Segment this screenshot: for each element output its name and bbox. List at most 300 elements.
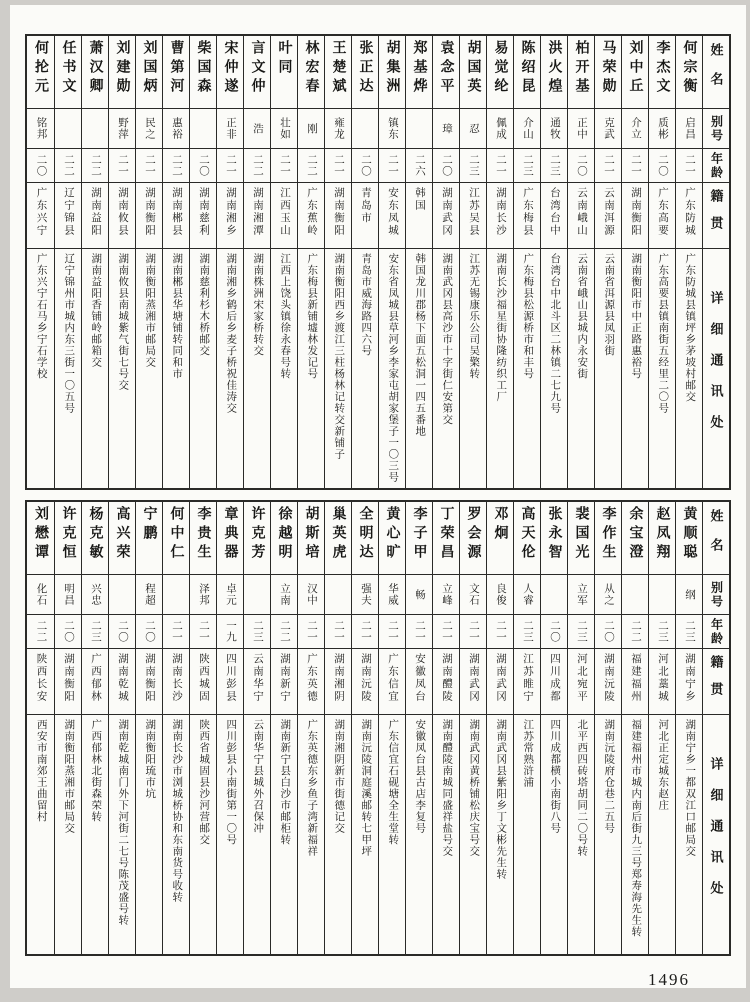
person-address: 湖南衡阳市中正路惠裕号 [630, 253, 642, 380]
name-cell [568, 36, 594, 108]
name-cell [460, 36, 486, 108]
directory-table-top [25, 34, 731, 490]
header-alias: 别号 [703, 574, 729, 614]
person-native-place: 湖南长沙 [171, 653, 182, 703]
person-alias: 介山 [522, 117, 533, 140]
header-age: 年龄 [703, 614, 729, 648]
person-address: 湖南乾城南门外下河街二七号陈茂盛号转 [117, 719, 129, 926]
age-cell [27, 148, 54, 182]
alias-cell [27, 108, 54, 148]
person-age: 二三 [252, 620, 263, 643]
person-native-place: 安东凤城 [387, 187, 398, 237]
person-address: 湖南衡阳蒸湘市邮局交 [63, 719, 75, 834]
native-place-cell [109, 182, 135, 248]
person-name: 罗会源 [465, 506, 481, 563]
person-alias: 明昌 [63, 583, 74, 606]
name-cell [163, 502, 189, 574]
person-age: 二一 [495, 154, 506, 177]
name-cell [271, 36, 297, 108]
native-place-cell [460, 648, 486, 714]
person-alias: 畅 [414, 588, 425, 601]
person-alias: 人睿 [522, 583, 533, 606]
alias-cell [676, 574, 702, 614]
age-cell [163, 614, 189, 648]
native-place-cell [244, 182, 270, 248]
person-native-place: 江苏睢宁 [522, 653, 533, 703]
person-name: 萧汉卿 [87, 40, 103, 97]
address-cell [406, 714, 432, 954]
name-cell [595, 502, 621, 574]
address-cell [541, 714, 567, 954]
person-alias: 惠裕 [171, 117, 182, 140]
native-place-cell [27, 182, 54, 248]
person-name: 曹第河 [168, 40, 184, 97]
age-cell [514, 614, 540, 648]
native-place-cell [190, 182, 216, 248]
person-column [675, 36, 702, 488]
person-age: 二〇 [144, 620, 155, 643]
person-column [540, 36, 567, 488]
person-age: 二〇 [117, 620, 128, 643]
person-name: 王楚斌 [330, 40, 346, 97]
name-cell [676, 36, 702, 108]
address-cell [109, 714, 135, 954]
person-name: 黄顺聪 [681, 506, 697, 563]
person-age: 二〇 [657, 154, 668, 177]
person-age: 二二 [630, 620, 641, 643]
person-name: 黄心旷 [384, 506, 400, 563]
person-native-place: 云南华宁 [252, 653, 263, 703]
person-column [351, 502, 378, 954]
address-cell [298, 248, 324, 488]
person-age: 二一 [225, 154, 236, 177]
person-address: 广西郁林北街森荣转 [90, 719, 102, 823]
age-cell [460, 614, 486, 648]
person-native-place: 云南峨山 [576, 187, 587, 237]
alias-cell [271, 108, 297, 148]
header-native-place: 籍贯 [703, 648, 729, 714]
name-cell [541, 36, 567, 108]
person-column [27, 36, 54, 488]
person-name: 任书文 [60, 40, 76, 97]
age-cell [379, 148, 405, 182]
person-native-place: 台湾台中 [549, 187, 560, 237]
name-cell [27, 502, 54, 574]
person-address: 辽宁锦州市城内东三街一〇五号 [63, 253, 75, 414]
native-place-cell [82, 182, 108, 248]
person-address: 湖南湘阴新市街德记交 [333, 719, 345, 834]
person-native-place: 湖南宁乡 [684, 653, 695, 703]
name-cell [298, 36, 324, 108]
person-address: 广东梅县松源桥市和丰号 [522, 253, 534, 380]
alias-cell [406, 108, 432, 148]
person-age: 二二 [279, 620, 290, 643]
native-place-cell [55, 182, 81, 248]
person-native-place: 广西郁林 [90, 653, 101, 703]
person-age: 二三 [90, 620, 101, 643]
address-cell [514, 714, 540, 954]
age-cell [190, 614, 216, 648]
person-native-place: 湖南沅陵 [603, 653, 614, 703]
person-column [243, 36, 270, 488]
person-name: 刘建勋 [114, 40, 130, 97]
alias-cell [595, 108, 621, 148]
address-cell [460, 248, 486, 488]
alias-cell [595, 574, 621, 614]
address-cell [109, 248, 135, 488]
age-cell [433, 614, 459, 648]
native-place-cell [217, 182, 243, 248]
alias-cell [27, 574, 54, 614]
person-age: 二〇 [63, 620, 74, 643]
age-cell [622, 614, 648, 648]
person-alias: 壮如 [279, 117, 290, 140]
person-column [216, 502, 243, 954]
name-cell [27, 36, 54, 108]
person-column [378, 502, 405, 954]
person-column [621, 36, 648, 488]
address-cell [541, 248, 567, 488]
name-cell [622, 502, 648, 574]
person-column [162, 36, 189, 488]
name-cell [622, 36, 648, 108]
alias-cell [676, 108, 702, 148]
age-cell [244, 614, 270, 648]
person-native-place: 四川彭县 [225, 653, 236, 703]
name-cell [244, 36, 270, 108]
alias-cell [541, 574, 567, 614]
person-name: 杨克敏 [87, 506, 103, 563]
person-name: 章典器 [222, 506, 238, 563]
name-cell [352, 502, 378, 574]
native-place-cell [244, 648, 270, 714]
address-cell [406, 248, 432, 488]
person-name: 柴国森 [195, 40, 211, 97]
person-column [54, 502, 81, 954]
person-age: 二一 [360, 620, 371, 643]
person-name: 李杰文 [654, 40, 670, 97]
alias-cell [55, 108, 81, 148]
person-age: 二三 [468, 154, 479, 177]
person-column [567, 502, 594, 954]
person-alias: 华威 [387, 583, 398, 606]
name-cell [325, 502, 351, 574]
person-age: 一九 [225, 620, 236, 643]
name-cell [568, 502, 594, 574]
person-address: 安东省凤城县草河乡李家屯胡家堡子一〇三号 [387, 253, 399, 483]
native-place-cell [514, 648, 540, 714]
person-age: 二一 [387, 154, 398, 177]
person-native-place: 湖南湘乡 [225, 187, 236, 237]
person-column [621, 502, 648, 954]
person-native-place: 湖南武冈 [495, 653, 506, 703]
person-column [54, 36, 81, 488]
native-place-cell [541, 182, 567, 248]
person-native-place: 湖南湘潭 [252, 187, 263, 237]
person-age: 二一 [603, 154, 614, 177]
address-cell [271, 248, 297, 488]
native-place-cell [379, 648, 405, 714]
person-address: 青岛市威海路四六号 [360, 253, 372, 357]
person-age: 二二 [171, 154, 182, 177]
native-place-cell [325, 182, 351, 248]
person-alias: 介立 [630, 117, 641, 140]
address-cell [676, 714, 702, 954]
address-cell [433, 248, 459, 488]
age-cell [406, 148, 432, 182]
name-cell [406, 36, 432, 108]
name-cell [271, 502, 297, 574]
person-native-place: 湖南郴县 [171, 187, 182, 237]
person-alias: 从之 [603, 583, 614, 606]
person-name: 柏开基 [573, 40, 589, 97]
person-native-place: 河北藁城 [657, 653, 668, 703]
address-cell [595, 714, 621, 954]
person-native-place: 广东蕉岭 [306, 187, 317, 237]
person-native-place: 广东梅县 [522, 187, 533, 237]
native-place-cell [271, 648, 297, 714]
person-alias: 忍 [468, 122, 479, 135]
address-cell [487, 248, 513, 488]
person-native-place: 湖南衡阳 [144, 187, 155, 237]
address-cell [487, 714, 513, 954]
alias-cell [541, 108, 567, 148]
address-cell [27, 248, 54, 488]
person-column [405, 502, 432, 954]
person-address: 湖南株洲宋家桥转交 [252, 253, 264, 357]
person-age: 二一 [171, 620, 182, 643]
address-cell [217, 714, 243, 954]
person-age: 二一 [684, 154, 695, 177]
alias-cell [82, 108, 108, 148]
name-cell [406, 502, 432, 574]
age-cell [27, 614, 54, 648]
person-native-place: 湖南沅陵 [360, 653, 371, 703]
person-age: 二一 [495, 620, 506, 643]
name-cell [55, 502, 81, 574]
person-native-place: 河北宛平 [576, 653, 587, 703]
person-age: 二三 [576, 620, 587, 643]
person-column [594, 36, 621, 488]
age-cell [352, 614, 378, 648]
alias-cell [514, 574, 540, 614]
native-place-cell [676, 648, 702, 714]
address-cell [217, 248, 243, 488]
header-age: 年龄 [703, 148, 729, 182]
address-cell [136, 248, 162, 488]
person-alias: 通牧 [549, 117, 560, 140]
person-age: 二三 [657, 620, 668, 643]
person-column [216, 36, 243, 488]
alias-cell [406, 574, 432, 614]
alias-cell [325, 108, 351, 148]
header-name: 姓名 [708, 509, 724, 567]
person-column [594, 502, 621, 954]
age-cell [541, 614, 567, 648]
age-cell [109, 148, 135, 182]
person-address: 湖南武冈县高沙市十字街仁安第交 [441, 253, 453, 426]
header-alias: 别号 [703, 108, 729, 148]
person-column [486, 36, 513, 488]
person-native-place: 江西玉山 [279, 187, 290, 237]
native-place-cell [622, 182, 648, 248]
person-address: 湖南新宁县白沙市邮柜转 [279, 719, 291, 846]
native-place-cell [487, 648, 513, 714]
person-address: 广东高要县镇南街五经里二〇号 [657, 253, 669, 414]
person-native-place: 湖南益阳 [90, 187, 101, 237]
age-cell [568, 148, 594, 182]
address-cell [82, 248, 108, 488]
age-cell [676, 614, 702, 648]
person-native-place: 广东高要 [657, 187, 668, 237]
header-address: 详细通讯处 [703, 714, 729, 954]
age-cell [82, 148, 108, 182]
native-place-cell [55, 648, 81, 714]
person-age: 二〇 [360, 154, 371, 177]
person-name: 李子甲 [411, 506, 427, 563]
person-address: 湖南衡阳蒸湘市邮局交 [144, 253, 156, 368]
address-cell [379, 714, 405, 954]
person-alias: 雍龙 [333, 117, 344, 140]
person-column [540, 502, 567, 954]
person-name: 余宝澄 [627, 506, 643, 563]
name-cell [676, 502, 702, 574]
person-age: 二二 [306, 154, 317, 177]
native-place-cell [406, 648, 432, 714]
address-cell [55, 714, 81, 954]
person-address: 湖南益阳香铺岭邮箱交 [90, 253, 102, 368]
person-alias: 兴忠 [90, 583, 101, 606]
person-age: 二二 [35, 620, 47, 643]
person-native-place: 湖南衡阳 [144, 653, 155, 703]
person-address: 湖南湘乡鹤后乡麦子桥祝佳涛交 [225, 253, 237, 414]
age-cell [163, 148, 189, 182]
person-native-place: 安徽凤台 [414, 653, 425, 703]
person-name: 张永智 [546, 506, 562, 563]
native-place-cell [82, 648, 108, 714]
person-name: 陈绍昆 [519, 40, 535, 97]
name-cell [325, 36, 351, 108]
alias-cell [352, 574, 378, 614]
person-name: 刘国炳 [141, 40, 157, 97]
age-cell [55, 614, 81, 648]
person-alias: 民之 [144, 117, 155, 140]
person-age: 二〇 [35, 154, 47, 177]
person-name: 何中仁 [168, 506, 184, 563]
person-address: 台湾台中北斗区二林镇二七九号 [549, 253, 561, 414]
address-cell [622, 248, 648, 488]
header-name: 姓名 [708, 43, 724, 101]
address-cell [433, 714, 459, 954]
address-cell [676, 248, 702, 488]
alias-cell [298, 574, 324, 614]
native-place-cell [271, 182, 297, 248]
alias-cell [568, 108, 594, 148]
alias-cell [379, 574, 405, 614]
age-cell [649, 148, 675, 182]
alias-cell [433, 574, 459, 614]
page-number: 1496 [648, 970, 690, 989]
name-cell [109, 36, 135, 108]
alias-cell [460, 108, 486, 148]
name-cell [55, 36, 81, 108]
person-age: 二一 [306, 620, 317, 643]
name-cell [595, 36, 621, 108]
address-cell [595, 248, 621, 488]
person-address: 西安市南郊王曲留村 [35, 719, 47, 823]
person-address: 广东防城县镇坪乡茅坡村邮交 [684, 253, 696, 403]
person-age: 二一 [117, 154, 128, 177]
native-place-cell [595, 648, 621, 714]
alias-cell [325, 574, 351, 614]
address-cell [82, 714, 108, 954]
person-native-place: 湖南乾城 [117, 653, 128, 703]
age-cell [406, 614, 432, 648]
person-column [459, 36, 486, 488]
alias-cell [649, 108, 675, 148]
address-cell [568, 248, 594, 488]
native-place-cell [460, 182, 486, 248]
age-cell [352, 148, 378, 182]
alias-cell [568, 574, 594, 614]
person-native-place: 湖南长沙 [495, 187, 506, 237]
native-place-cell [298, 182, 324, 248]
header-column [702, 502, 729, 954]
native-place-cell [217, 648, 243, 714]
person-column [324, 502, 351, 954]
person-name: 邓炯 [492, 506, 508, 544]
person-native-place: 湖南武冈 [441, 187, 452, 237]
person-address: 河北正定城东赵庄 [657, 719, 669, 811]
person-address: 湖南沅陵府仓巷二五号 [603, 719, 615, 834]
name-cell [460, 502, 486, 574]
address-cell [244, 248, 270, 488]
person-column [675, 502, 702, 954]
person-native-place: 广东防城 [684, 187, 695, 237]
person-address: 云南华宁县城外召保冲 [252, 719, 264, 834]
person-name: 洪火煌 [546, 40, 562, 97]
address-cell [325, 714, 351, 954]
address-cell [568, 714, 594, 954]
person-address: 湖南宁乡一都双江口邮局交 [684, 719, 696, 857]
person-address: 江西上饶头镇徐永春号转 [279, 253, 291, 380]
native-place-cell [136, 182, 162, 248]
person-name: 言文仲 [249, 40, 265, 97]
person-age: 二一 [144, 154, 155, 177]
person-name: 许克恒 [60, 506, 76, 563]
person-native-place: 湖南衡阳 [333, 187, 344, 237]
person-native-place: 湖南湘阴 [333, 653, 344, 703]
person-address: 广东英德东乡鱼子湾新福祥 [306, 719, 318, 857]
name-cell [649, 502, 675, 574]
person-column [135, 36, 162, 488]
native-place-cell [136, 648, 162, 714]
person-native-place: 韩国 [414, 187, 425, 212]
person-address: 江苏无锡康乐公司吴檠转 [468, 253, 480, 380]
alias-cell [109, 108, 135, 148]
age-cell [487, 614, 513, 648]
name-cell [82, 502, 108, 574]
person-native-place: 江苏吴县 [468, 187, 479, 237]
name-cell [217, 502, 243, 574]
person-native-place: 湖南武冈 [468, 653, 479, 703]
person-address: 湖南衡阳西乡渡江三柱杨林记转交新铺子 [333, 253, 345, 460]
address-cell [379, 248, 405, 488]
person-alias: 璋 [441, 122, 452, 135]
person-age: 二一 [468, 620, 479, 643]
person-column [513, 36, 540, 488]
person-column [513, 502, 540, 954]
